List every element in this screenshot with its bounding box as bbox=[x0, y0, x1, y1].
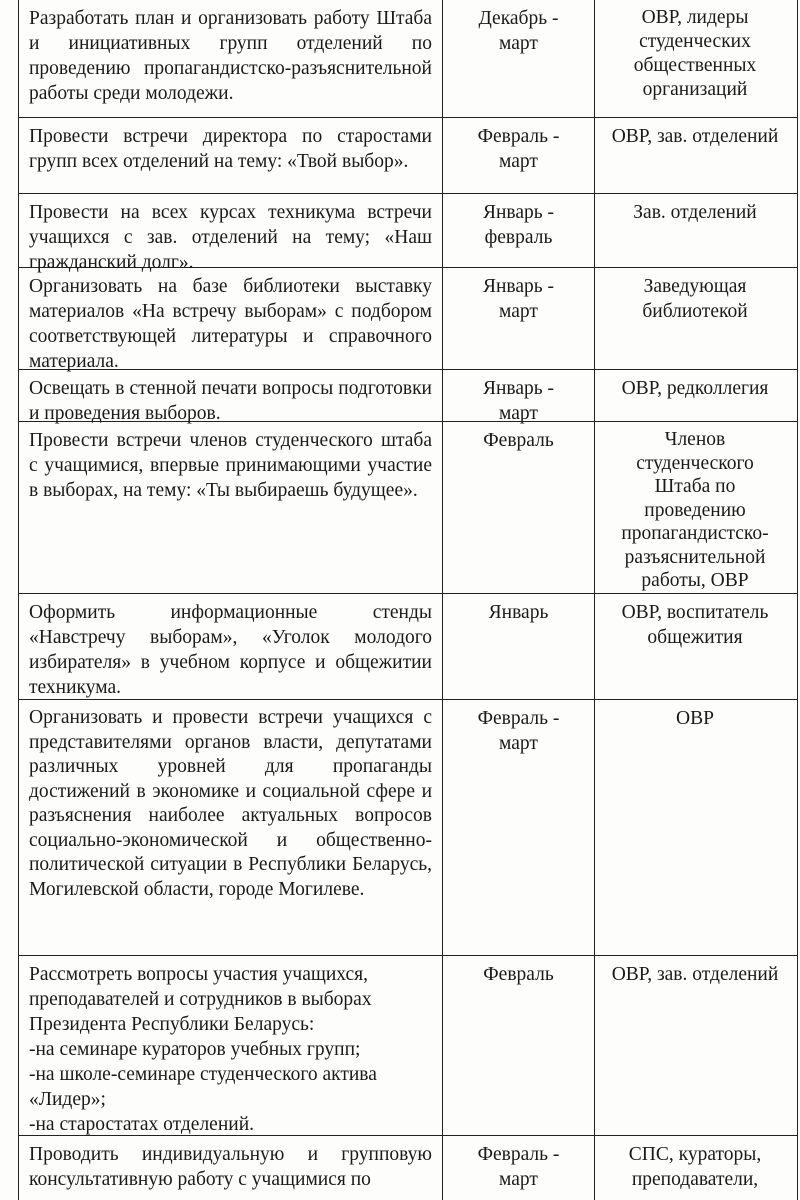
table-row bbox=[19, 118, 797, 194]
task-cell: Провести встречи директора по старостами групп всех отделений на тему: «Твой выбор». bbox=[19, 118, 443, 193]
table-row bbox=[19, 594, 797, 700]
responsible-cell: ОВР, зав. отделений bbox=[611, 126, 779, 147]
responsible-cell: СПС, кураторы, преподаватели, bbox=[628, 1144, 762, 1190]
period-cell: Февраль - март bbox=[443, 700, 595, 955]
task-cell: Провести встречи членов студенческого штаба с учащимися, впервые принимающими участие в выборах, на тему: «Ты выбираешь будущее». bbox=[19, 422, 443, 593]
responsible-cell: Членов студенческого Штаба по проведению пропагандистско- разъяснительной работы, ОВР bbox=[621, 429, 769, 591]
period-cell: Январь - март bbox=[443, 370, 595, 421]
table-row bbox=[19, 370, 797, 422]
responsible-cell: ОВР, зав. отделений bbox=[611, 964, 779, 985]
table-row bbox=[19, 194, 797, 273]
table-row bbox=[19, 422, 797, 594]
period-cell: Январь - март bbox=[443, 268, 595, 369]
responsible-cell: ОВР bbox=[676, 708, 714, 729]
table-row bbox=[19, 956, 797, 1136]
table-row bbox=[19, 268, 797, 370]
responsible-cell: Зав. отделений bbox=[633, 202, 757, 223]
period-cell: Февраль bbox=[443, 422, 595, 593]
task-cell: Проводить индивидуальную и групповую консультативную работу с учащимися по bbox=[19, 1136, 443, 1200]
period-cell: Январь - февраль bbox=[443, 194, 595, 267]
responsible-cell: ОВР, редколлегия bbox=[621, 378, 769, 399]
responsible-cell: ОВР, воспитатель общежития bbox=[621, 602, 769, 648]
task-cell: Организовать на базе библиотеки выставку материалов «На встречу выборам» с подбором соответствующей литературы и справочного материала. bbox=[19, 268, 443, 369]
period-cell: Февраль bbox=[443, 956, 595, 1135]
responsible-cell: ОВР, лидеры студенческих общественных организаций bbox=[633, 7, 757, 100]
period-cell: Январь bbox=[443, 594, 595, 699]
task-cell: Организовать и провести встречи учащихся с представителями органов власти, депутатами различных уровней для пропаганды достижений в экономике и социальной сфере и разъяснения наиболее актуальных вопросов социально-экономической и общественно-политической ситуации в Республики Беларусь, Могилевской области, городе Могилеве. bbox=[19, 700, 443, 955]
task-cell: Разработать план и организовать работу Штаба и инициативных групп отделений по проведению пропагандистско-разъяснительной работы среди молодежи. bbox=[19, 0, 443, 117]
task-cell: Освещать в стенной печати вопросы подготовки и проведения выборов. bbox=[19, 370, 443, 421]
period-cell: Февраль - март bbox=[443, 118, 595, 193]
table-row bbox=[19, 1136, 797, 1200]
table-row bbox=[19, 700, 797, 956]
responsible-cell: Заведующая библиотекой bbox=[642, 276, 748, 322]
task-cell: Рассмотреть вопросы участия учащихся, преподавателей и сотрудников в выборах Президента Республики Беларусь: -на семинаре кураторов учебных групп; -на школе-семинаре студенческого актива «Лидер»; -на старостатах отделений. bbox=[19, 956, 443, 1135]
plan-table bbox=[18, 0, 798, 1200]
task-cell: Провести на всех курсах техникума встречи учащихся с зав. отделений на тему; «Наш гражданский долг». bbox=[19, 194, 443, 267]
period-cell: Февраль - март bbox=[443, 1136, 595, 1200]
period-cell: Декабрь - март bbox=[443, 0, 595, 117]
table-row bbox=[19, 0, 797, 118]
task-cell: Оформить информационные стенды «Навстречу выборам», «Уголок молодого избирателя» в учебном корпусе и общежитии техникума. bbox=[19, 594, 443, 699]
